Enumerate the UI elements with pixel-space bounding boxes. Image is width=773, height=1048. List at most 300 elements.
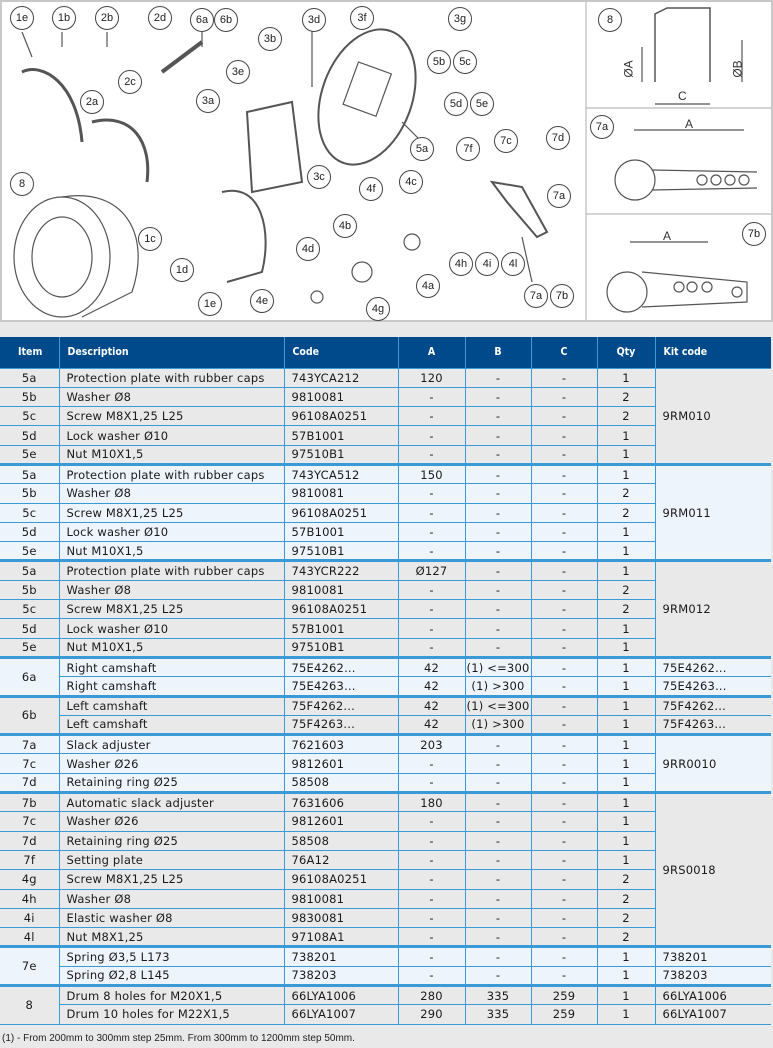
cell-kit-code: 75F4262... xyxy=(655,696,771,715)
cell-item: 5e xyxy=(0,638,59,657)
cell-b: - xyxy=(465,947,531,966)
callout-4l: 4l xyxy=(501,252,525,276)
cell-item: 5a xyxy=(0,368,59,387)
cell-kit-code: 75E4262... xyxy=(655,657,771,676)
cell-qty: 1 xyxy=(597,677,655,696)
cell-qty: 1 xyxy=(597,754,655,773)
cell-a: 42 xyxy=(398,696,465,715)
cell-code: 743YCA212 xyxy=(284,368,398,387)
cell-qty: 1 xyxy=(597,368,655,387)
cell-b: - xyxy=(465,484,531,503)
cell-b: - xyxy=(465,908,531,927)
cell-b: - xyxy=(465,464,531,483)
table-row xyxy=(0,696,771,715)
cell-a: - xyxy=(398,908,465,927)
cell-a: - xyxy=(398,445,465,464)
cell-c: 259 xyxy=(531,1005,597,1024)
cell-description: Setting plate xyxy=(59,850,284,869)
callout-5c: 5c xyxy=(453,50,477,74)
cell-b: (1) <=300 xyxy=(465,696,531,715)
cell-description: Washer Ø8 xyxy=(59,580,284,599)
cell-c: - xyxy=(531,696,597,715)
cell-item: 4i xyxy=(0,908,59,927)
exploded-parts-diagram xyxy=(0,0,773,322)
cell-description: Protection plate with rubber caps xyxy=(59,464,284,483)
cell-b: (1) <=300 xyxy=(465,657,531,676)
cell-description: Protection plate with rubber caps xyxy=(59,561,284,580)
cell-c: - xyxy=(531,715,597,734)
cell-qty: 1 xyxy=(597,850,655,869)
cell-description: Spring Ø2,8 L145 xyxy=(59,966,284,985)
cell-description: Right camshaft xyxy=(59,657,284,676)
cell-kit-code: 9RM010 xyxy=(655,368,771,464)
callout-7c: 7c xyxy=(494,129,518,153)
cell-code: 738201 xyxy=(284,947,398,966)
cell-qty: 1 xyxy=(597,812,655,831)
cell-a: - xyxy=(398,580,465,599)
cell-qty: 2 xyxy=(597,407,655,426)
cell-kit-code: 9RS0018 xyxy=(655,793,771,947)
callout-7a-detail: 7a xyxy=(590,115,614,139)
cell-qty: 1 xyxy=(597,696,655,715)
cell-code: 743YCA512 xyxy=(284,464,398,483)
cell-c: - xyxy=(531,542,597,561)
callout-6b: 6b xyxy=(214,8,238,32)
cell-item: 5d xyxy=(0,619,59,638)
cell-a: - xyxy=(398,928,465,947)
cell-c: - xyxy=(531,387,597,406)
cell-description: Left camshaft xyxy=(59,696,284,715)
cell-qty: 1 xyxy=(597,966,655,985)
col-header-c: C xyxy=(531,337,597,368)
cell-a: - xyxy=(398,966,465,985)
cell-c: - xyxy=(531,870,597,889)
cell-qty: 2 xyxy=(597,870,655,889)
callout-4f: 4f xyxy=(359,177,383,201)
cell-c: - xyxy=(531,368,597,387)
callout-3g: 3g xyxy=(448,7,472,31)
cell-item: 8 xyxy=(0,986,59,1025)
cell-item: 7f xyxy=(0,850,59,869)
cell-qty: 1 xyxy=(597,773,655,792)
table-body xyxy=(0,368,771,1024)
callout-4g: 4g xyxy=(366,297,390,321)
cell-description: Left camshaft xyxy=(59,715,284,734)
cell-qty: 1 xyxy=(597,793,655,812)
cell-description: Drum 10 holes for M22X1,5 xyxy=(59,1005,284,1024)
col-header-item: Item xyxy=(0,337,59,368)
cell-qty: 1 xyxy=(597,542,655,561)
cell-b: 335 xyxy=(465,1005,531,1024)
cell-c: - xyxy=(531,850,597,869)
callout-3f: 3f xyxy=(350,6,374,30)
cell-kit-code: 9RR0010 xyxy=(655,735,771,793)
cell-c: - xyxy=(531,522,597,541)
cell-description: Screw M8X1,25 L25 xyxy=(59,503,284,522)
cell-a: - xyxy=(398,754,465,773)
cell-description: Nut M8X1,25 xyxy=(59,928,284,947)
cell-qty: 1 xyxy=(597,831,655,850)
cell-b: - xyxy=(465,754,531,773)
cell-b: - xyxy=(465,793,531,812)
cell-qty: 2 xyxy=(597,387,655,406)
callout-2d: 2d xyxy=(148,6,172,30)
cell-item: 5d xyxy=(0,522,59,541)
cell-item: 7d xyxy=(0,831,59,850)
callout-7e: 7a xyxy=(547,184,571,208)
cell-item: 4h xyxy=(0,889,59,908)
callout-7f: 7f xyxy=(456,137,480,161)
callout-4a: 4a xyxy=(416,274,440,298)
cell-item: 5a xyxy=(0,561,59,580)
callout-3d: 3d xyxy=(302,8,326,32)
cell-c: - xyxy=(531,966,597,985)
cell-b: - xyxy=(465,619,531,638)
dim-label-a-7b: A xyxy=(663,229,672,243)
cell-qty: 1 xyxy=(597,619,655,638)
cell-c: 259 xyxy=(531,986,597,1005)
cell-b: - xyxy=(465,503,531,522)
cell-b: - xyxy=(465,889,531,908)
cell-c: - xyxy=(531,947,597,966)
callout-2a: 2a xyxy=(80,90,104,114)
cell-a: 42 xyxy=(398,657,465,676)
cell-kit-code: 75F4263... xyxy=(655,715,771,734)
col-header-qty: Qty xyxy=(597,337,655,368)
cell-c: - xyxy=(531,754,597,773)
cell-qty: 2 xyxy=(597,889,655,908)
callout-1d: 1d xyxy=(170,258,194,282)
cell-item: 5c xyxy=(0,503,59,522)
cell-c: - xyxy=(531,407,597,426)
cell-qty: 1 xyxy=(597,986,655,1005)
cell-c: - xyxy=(531,908,597,927)
cell-item: 5b xyxy=(0,387,59,406)
cell-a: 42 xyxy=(398,715,465,734)
cell-description: Washer Ø26 xyxy=(59,812,284,831)
footnote: (1) - From 200mm to 300mm step 25mm. From 300mm to 1200mm step 50mm. xyxy=(2,1033,355,1044)
callout-1a: 1e xyxy=(198,292,222,316)
cell-code: 9810081 xyxy=(284,580,398,599)
cell-code: 57B1001 xyxy=(284,522,398,541)
cell-c: - xyxy=(531,831,597,850)
callout-8: 8 xyxy=(10,172,34,196)
cell-kit-code: 66LYA1007 xyxy=(655,1005,771,1024)
cell-qty: 2 xyxy=(597,928,655,947)
cell-a: - xyxy=(398,773,465,792)
cell-qty: 2 xyxy=(597,908,655,927)
cell-code: 97510B1 xyxy=(284,542,398,561)
table-row xyxy=(0,657,771,676)
cell-c: - xyxy=(531,773,597,792)
cell-c: - xyxy=(531,657,597,676)
callout-4c: 4c xyxy=(399,170,423,194)
callout-3e: 3e xyxy=(226,60,250,84)
cell-c: - xyxy=(531,426,597,445)
cell-code: 9810081 xyxy=(284,889,398,908)
cell-code: 58508 xyxy=(284,831,398,850)
cell-c: - xyxy=(531,889,597,908)
table-row xyxy=(0,947,771,966)
callout-4b: 4b xyxy=(333,214,357,238)
callout-7a: 7a xyxy=(524,284,548,308)
parts-drawing xyxy=(2,2,771,320)
cell-description: Nut M10X1,5 xyxy=(59,445,284,464)
cell-c: - xyxy=(531,619,597,638)
table-row xyxy=(0,561,771,580)
cell-description: Elastic washer Ø8 xyxy=(59,908,284,927)
cell-item: 7b xyxy=(0,793,59,812)
cell-item: 5b xyxy=(0,484,59,503)
cell-b: - xyxy=(465,966,531,985)
cell-c: - xyxy=(531,793,597,812)
cell-code: 96108A0251 xyxy=(284,407,398,426)
cell-c: - xyxy=(531,484,597,503)
cell-b: - xyxy=(465,773,531,792)
cell-qty: 1 xyxy=(597,426,655,445)
dim-label-a-7a: A xyxy=(685,117,694,131)
cell-b: - xyxy=(465,580,531,599)
callout-5b: 5b xyxy=(427,50,451,74)
cell-qty: 1 xyxy=(597,657,655,676)
cell-a: - xyxy=(398,947,465,966)
cell-c: - xyxy=(531,561,597,580)
callout-6a: 6a xyxy=(190,8,214,32)
col-header-a: A xyxy=(398,337,465,368)
cell-item: 4g xyxy=(0,870,59,889)
col-header-kit-code: Kit code xyxy=(655,337,771,368)
cell-description: Washer Ø26 xyxy=(59,754,284,773)
table-row xyxy=(0,368,771,387)
cell-a: - xyxy=(398,889,465,908)
cell-item: 5e xyxy=(0,542,59,561)
callout-4d: 4d xyxy=(296,237,320,261)
cell-code: 57B1001 xyxy=(284,426,398,445)
cell-a: - xyxy=(398,503,465,522)
callout-4h: 4h xyxy=(449,252,473,276)
cell-item: 5c xyxy=(0,407,59,426)
cell-item: 6b xyxy=(0,696,59,735)
cell-b: - xyxy=(465,542,531,561)
cell-code: 7631606 xyxy=(284,793,398,812)
cell-code: 96108A0251 xyxy=(284,600,398,619)
parts-table xyxy=(0,337,771,1025)
table-row xyxy=(0,966,771,985)
cell-code: 96108A0251 xyxy=(284,870,398,889)
cell-code: 9812601 xyxy=(284,754,398,773)
cell-description: Retaining ring Ø25 xyxy=(59,831,284,850)
cell-b: - xyxy=(465,735,531,754)
cell-a: - xyxy=(398,619,465,638)
cell-b: - xyxy=(465,831,531,850)
cell-c: - xyxy=(531,928,597,947)
callout-2b: 2b xyxy=(95,6,119,30)
cell-description: Lock washer Ø10 xyxy=(59,619,284,638)
cell-b: - xyxy=(465,387,531,406)
cell-a: 280 xyxy=(398,986,465,1005)
cell-description: Nut M10X1,5 xyxy=(59,542,284,561)
cell-item: 6a xyxy=(0,657,59,696)
cell-a: 290 xyxy=(398,1005,465,1024)
cell-qty: 1 xyxy=(597,522,655,541)
cell-qty: 2 xyxy=(597,484,655,503)
cell-description: Screw M8X1,25 L25 xyxy=(59,870,284,889)
callout-3b: 3b xyxy=(258,27,282,51)
cell-c: - xyxy=(531,600,597,619)
cell-b: - xyxy=(465,426,531,445)
cell-code: 66LYA1006 xyxy=(284,986,398,1005)
cell-description: Retaining ring Ø25 xyxy=(59,773,284,792)
cell-code: 9812601 xyxy=(284,812,398,831)
callout-4i: 4i xyxy=(475,252,499,276)
cell-description: Drum 8 holes for M20X1,5 xyxy=(59,986,284,1005)
cell-item: 7e xyxy=(0,947,59,986)
cell-description: Right camshaft xyxy=(59,677,284,696)
cell-item: 5a xyxy=(0,464,59,483)
callout-8-detail: 8 xyxy=(598,8,622,32)
dim-label-dia-a: ØA xyxy=(621,60,636,78)
cell-code: 97510B1 xyxy=(284,638,398,657)
callout-1c: 1c xyxy=(138,227,162,251)
cell-code: 96108A0251 xyxy=(284,503,398,522)
table-row xyxy=(0,677,771,696)
cell-item: 5c xyxy=(0,600,59,619)
cell-kit-code: 738201 xyxy=(655,947,771,966)
cell-item: 5b xyxy=(0,580,59,599)
cell-a: 120 xyxy=(398,368,465,387)
cell-code: 75F4262... xyxy=(284,696,398,715)
cell-kit-code: 9RM012 xyxy=(655,561,771,657)
cell-description: Screw M8X1,25 L25 xyxy=(59,600,284,619)
cell-qty: 2 xyxy=(597,600,655,619)
cell-item: 7a xyxy=(0,735,59,754)
col-header-description: Description xyxy=(59,337,284,368)
cell-a: 203 xyxy=(398,735,465,754)
cell-code: 75E4263... xyxy=(284,677,398,696)
cell-code: 7621603 xyxy=(284,735,398,754)
cell-code: 75E4262... xyxy=(284,657,398,676)
cell-b: - xyxy=(465,638,531,657)
cell-qty: 1 xyxy=(597,1005,655,1024)
cell-kit-code: 75E4263... xyxy=(655,677,771,696)
cell-code: 58508 xyxy=(284,773,398,792)
cell-description: Slack adjuster xyxy=(59,735,284,754)
cell-description: Automatic slack adjuster xyxy=(59,793,284,812)
callout-7b: 7b xyxy=(550,284,574,308)
cell-item: 7c xyxy=(0,812,59,831)
cell-b: - xyxy=(465,561,531,580)
cell-b: 335 xyxy=(465,986,531,1005)
cell-a: 42 xyxy=(398,677,465,696)
cell-a: - xyxy=(398,850,465,869)
cell-b: (1) >300 xyxy=(465,715,531,734)
cell-b: - xyxy=(465,407,531,426)
dim-label-dia-b: ØB xyxy=(730,60,745,78)
cell-b: - xyxy=(465,445,531,464)
cell-b: - xyxy=(465,600,531,619)
col-header-b: B xyxy=(465,337,531,368)
cell-item: 7d xyxy=(0,773,59,792)
cell-item: 5d xyxy=(0,426,59,445)
cell-kit-code: 66LYA1006 xyxy=(655,986,771,1005)
cell-c: - xyxy=(531,638,597,657)
table-row xyxy=(0,1005,771,1024)
cell-qty: 1 xyxy=(597,464,655,483)
cell-qty: 1 xyxy=(597,735,655,754)
table-row xyxy=(0,715,771,734)
cell-code: 738203 xyxy=(284,966,398,985)
cell-qty: 2 xyxy=(597,580,655,599)
cell-a: - xyxy=(398,638,465,657)
cell-description: Washer Ø8 xyxy=(59,889,284,908)
cell-item: 7c xyxy=(0,754,59,773)
callout-3a: 3a xyxy=(196,89,220,113)
cell-b: - xyxy=(465,870,531,889)
cell-c: - xyxy=(531,464,597,483)
cell-item: 5e xyxy=(0,445,59,464)
cell-description: Lock washer Ø10 xyxy=(59,522,284,541)
table-row xyxy=(0,735,771,754)
cell-kit-code: 9RM011 xyxy=(655,464,771,560)
cell-item: 4l xyxy=(0,928,59,947)
cell-kit-code: 738203 xyxy=(655,966,771,985)
cell-qty: 1 xyxy=(597,715,655,734)
table-row xyxy=(0,986,771,1005)
cell-code: 97510B1 xyxy=(284,445,398,464)
cell-qty: 1 xyxy=(597,445,655,464)
cell-code: 66LYA1007 xyxy=(284,1005,398,1024)
cell-a: 150 xyxy=(398,464,465,483)
cell-code: 9830081 xyxy=(284,908,398,927)
cell-a: Ø127 xyxy=(398,561,465,580)
table-row xyxy=(0,464,771,483)
cell-a: - xyxy=(398,542,465,561)
cell-b: - xyxy=(465,522,531,541)
callout-3c: 3c xyxy=(307,165,331,189)
cell-code: 97108A1 xyxy=(284,928,398,947)
cell-b: - xyxy=(465,850,531,869)
cell-qty: 1 xyxy=(597,638,655,657)
dim-label-c: C xyxy=(678,89,687,103)
cell-description: Washer Ø8 xyxy=(59,387,284,406)
cell-qty: 1 xyxy=(597,561,655,580)
callout-5e: 5e xyxy=(470,92,494,116)
cell-b: - xyxy=(465,812,531,831)
cell-code: 9810081 xyxy=(284,484,398,503)
callout-5a: 5a xyxy=(410,137,434,161)
cell-c: - xyxy=(531,812,597,831)
cell-code: 57B1001 xyxy=(284,619,398,638)
cell-c: - xyxy=(531,503,597,522)
cell-code: 9810081 xyxy=(284,387,398,406)
drum-face xyxy=(14,197,110,317)
col-header-code: Code xyxy=(284,337,398,368)
cell-a: - xyxy=(398,600,465,619)
cell-a: - xyxy=(398,831,465,850)
cell-b: (1) >300 xyxy=(465,677,531,696)
cell-c: - xyxy=(531,580,597,599)
cell-a: - xyxy=(398,870,465,889)
cell-a: - xyxy=(398,484,465,503)
callout-7b-detail: 7b xyxy=(742,222,766,246)
callout-4e: 4e xyxy=(250,289,274,313)
cell-a: - xyxy=(398,812,465,831)
table-header-row xyxy=(0,337,771,368)
cell-a: - xyxy=(398,387,465,406)
cell-a: - xyxy=(398,426,465,445)
cell-a: - xyxy=(398,522,465,541)
cell-description: Lock washer Ø10 xyxy=(59,426,284,445)
